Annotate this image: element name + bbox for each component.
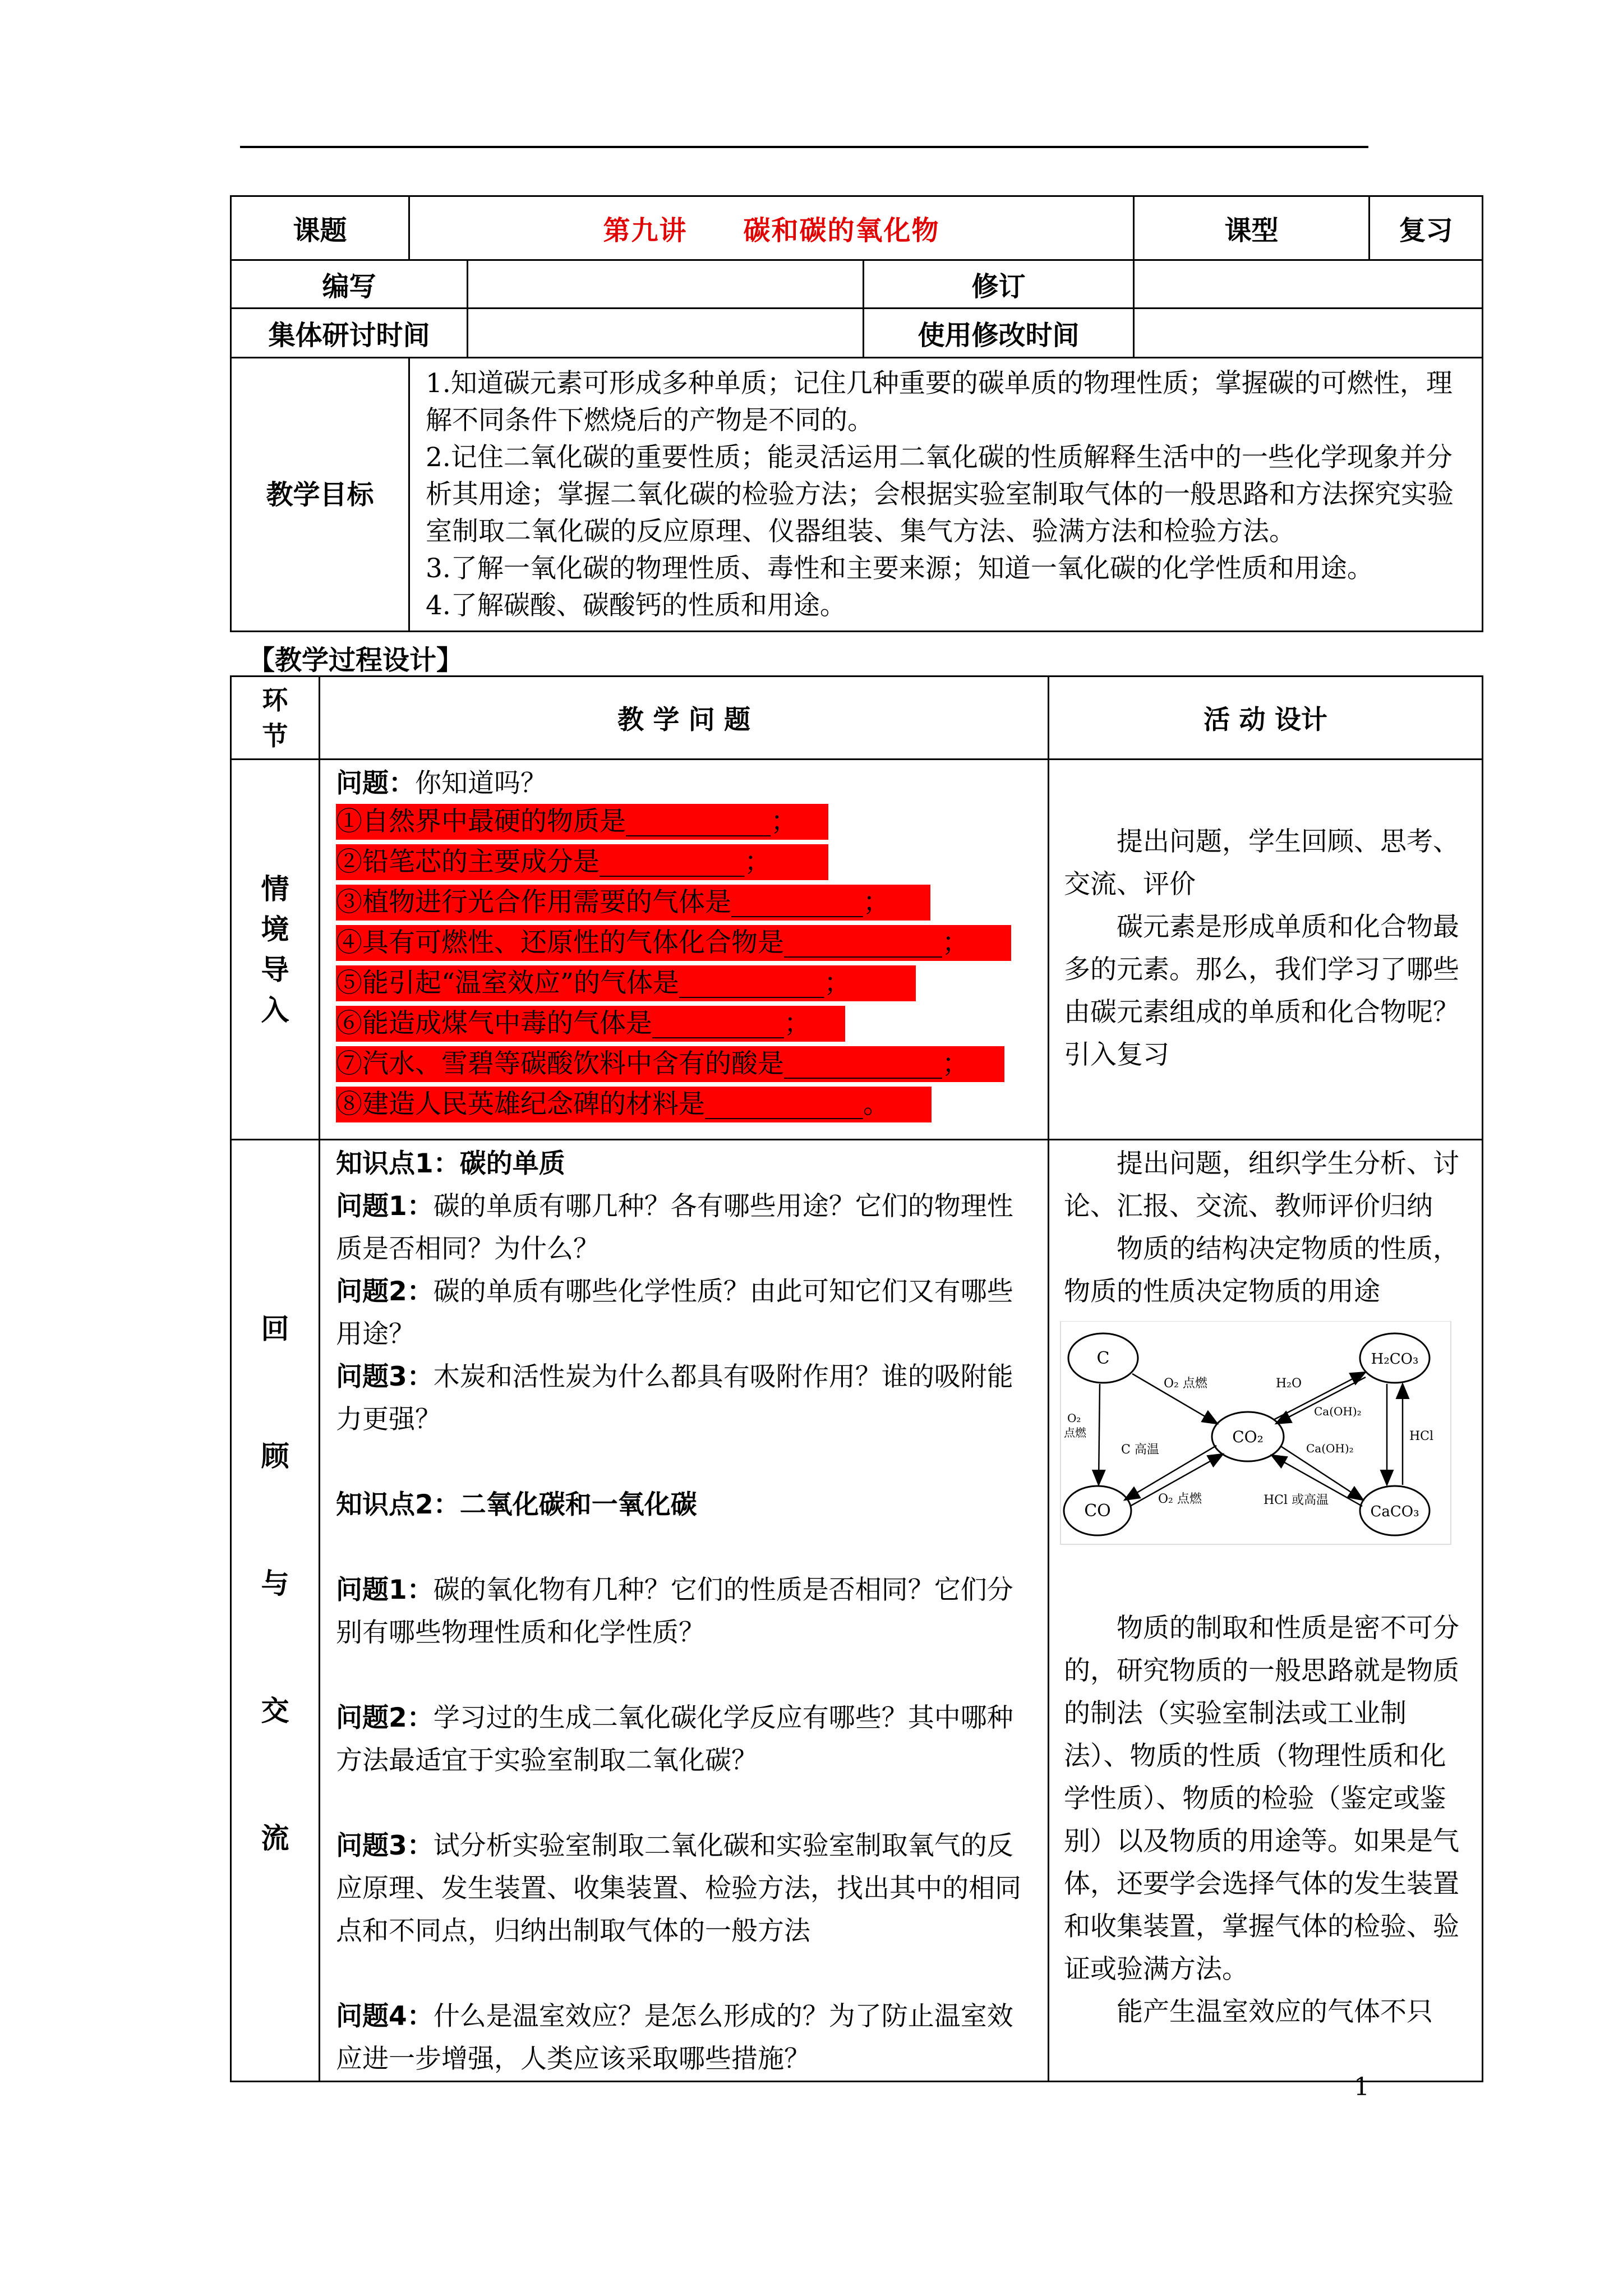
review-stage-char: 与 (261, 1567, 289, 1600)
edge-label: HCl 或高温 (1264, 1493, 1329, 1507)
review-stage-char: 交 (261, 1695, 289, 1727)
intro-item-list (336, 804, 1048, 1122)
arrow-c-co (1099, 1384, 1100, 1484)
edge-label: HCl (1409, 1429, 1434, 1443)
review-questions (320, 1140, 1049, 2082)
intro-question-label: 问题： (336, 768, 415, 799)
kp1-question: 问题2：碳的单质有哪些化学性质？由此可知它们又有哪些用途？ (336, 1276, 1013, 1350)
review-activity-para: 物质的结构决定物质的性质，物质的性质决定物质的用途 (1064, 1234, 1459, 1307)
review-activity-para: 能产生温室效应的气体不只 (1117, 1996, 1433, 2027)
kp1-title: 知识点1：碳的单质 (336, 1148, 565, 1179)
objective-item: 3.了解一氧化碳的物理性质、毒性和主要来源；知道一氧化碳的化学性质和用途。 (426, 553, 1373, 584)
edge-label: O₂ (1067, 1411, 1081, 1425)
revise-value (1134, 260, 1483, 309)
author-value (468, 260, 864, 309)
page-title: 第九讲 碳和碳的氧化物 (409, 196, 1134, 260)
intro-questions (320, 760, 1049, 1140)
intro-item: ⑦汽水、雪碧等碳酸饮料中含有的酸是____________； (336, 1046, 1004, 1082)
objective-item: 1.知道碳元素可形成多种单质；记住几种重要的碳单质的物理性质；掌握碳的可燃性，理解不同条件下燃烧后的产物是不同的。 (426, 367, 1453, 436)
intro-stage: 情境导入 (231, 760, 320, 1140)
modify-time-value (1134, 309, 1483, 358)
header-table (230, 195, 1483, 632)
intro-activity-para: 提出问题，学生回顾、思考、交流、评价 (1064, 826, 1459, 900)
edge-label: 点燃 (1064, 1426, 1086, 1439)
process-table (230, 675, 1483, 2082)
revise-label: 修订 (864, 260, 1134, 309)
node-label: H₂CO₃ (1371, 1351, 1419, 1368)
carbon-relation-diagram (1059, 1321, 1452, 1545)
objectives-label: 教学目标 (231, 358, 409, 632)
kp2-title: 知识点2：二氧化碳和一氧化碳 (336, 1489, 697, 1520)
intro-item: ⑤能引起“温室效应”的气体是___________； (336, 965, 916, 1001)
intro-activity-para: 碳元素是形成单质和化合物最多的元素。那么，我们学习了哪些由碳元素组成的单质和化合物呢？引入复习 (1064, 912, 1459, 1070)
intro-item: ③植物进行光合作用需要的气体是__________； (336, 885, 930, 921)
objective-item: 2.记住二氧化碳的重要性质；能灵活运用二氧化碳的性质解释生活中的一些化学现象并分析其用途；掌握二氧化碳的检验方法；会根据实验室制取气体的一般思路和方法探究实验室制取二氧化碳的反应原理、仪器组装、集气方法、验满方法和检验方法。 (426, 441, 1454, 547)
objectives-content (409, 358, 1483, 632)
intro-item: ⑧建造人民英雄纪念碑的材料是____________。 (336, 1087, 932, 1122)
review-stage-char: 回 (261, 1313, 289, 1345)
intro-item: ⑥能造成煤气中毒的气体是__________； (336, 1006, 845, 1042)
page-number: 1 (1354, 2073, 1370, 2101)
edge-label: Ca(OH)₂ (1314, 1405, 1362, 1418)
objective-item: 4.了解碳酸、碳酸钙的性质和用途。 (426, 590, 846, 621)
discuss-time-label: 集体研讨时间 (231, 309, 468, 358)
edge-label: O₂ 点燃 (1158, 1492, 1202, 1506)
intro-item: ④具有可燃性、还原性的气体化合物是____________； (336, 925, 1011, 961)
edge-label: O₂ 点燃 (1164, 1377, 1207, 1391)
node-label: C (1096, 1349, 1110, 1368)
review-stage (231, 1140, 320, 2082)
review-stage-char: 顾 (261, 1440, 289, 1473)
modify-time-label: 使用修改时间 (864, 309, 1134, 358)
author-label: 编写 (231, 260, 468, 309)
kp2-question: 问题4：什么是温室效应？是怎么形成的？为了防止温室效应进一步增强，人类应该采取哪些措施？ (336, 2001, 1013, 2074)
review-activity-para: 物质的制取和性质是密不可分的，研究物质的一般思路就是物质的制法（实验室制法或工业制法）、物质的性质（物理性质和化学性质）、物质的检验（鉴定或鉴别）以及物质的用途等。如果是气体，还要学会选择气体的发生装置和收集装置，掌握气体的检验、验证或验满方法。 (1064, 1613, 1459, 1985)
node-label: CO₂ (1232, 1428, 1264, 1446)
type-value: 复习 (1370, 196, 1483, 260)
intro-item: ①自然界中最硬的物质是___________； (336, 804, 828, 840)
type-label: 课型 (1134, 196, 1370, 260)
review-activity-para: 提出问题，组织学生分析、讨论、汇报、交流、教师评价归纳 (1064, 1148, 1459, 1222)
col-activity-header: 活 动 设计 (1049, 677, 1483, 760)
section-title: 【教学过程设计】 (248, 645, 464, 676)
col-question-header: 教 学 问 题 (320, 677, 1049, 760)
kp1-question: 问题3：木炭和活性炭为什么都具有吸附作用？谁的吸附能力更强？ (336, 1361, 1013, 1435)
node-label: CO (1084, 1501, 1111, 1521)
discuss-time-value (468, 309, 864, 358)
kp1-question: 问题1：碳的单质有哪几种？各有哪些用途？它们的物理性质是否相同？为什么？ (336, 1191, 1013, 1264)
col-stage-header: 环节 (231, 677, 320, 760)
topic-label: 课题 (231, 196, 409, 260)
edge-label: H₂O (1276, 1377, 1302, 1391)
node-label: CaCO₃ (1370, 1503, 1419, 1520)
kp2-question: 问题3：试分析实验室制取二氧化碳和实验室制取氧气的反应原理、发生装置、收集装置、检验方法，找出其中的相同点和不同点，归纳出制取气体的一般方法 (336, 1830, 1021, 1947)
kp2-question: 问题1：碳的氧化物有几种？它们的性质是否相同？它们分别有哪些物理性质和化学性质？ (336, 1575, 1013, 1648)
header-rule (240, 146, 1368, 148)
kp2-question: 问题2：学习过的生成二氧化碳化学反应有哪些？其中哪种方法最适宜于实验室制取二氧化碳？ (336, 1703, 1013, 1776)
edge-label: Ca(OH)₂ (1306, 1442, 1354, 1455)
edge-label: C 高温 (1121, 1443, 1159, 1457)
intro-item: ②铅笔芯的主要成分是___________； (336, 844, 828, 880)
intro-question-text: 你知道吗？ (415, 768, 547, 799)
review-activity (1049, 1140, 1483, 2082)
intro-activity (1049, 760, 1483, 1140)
review-stage-char: 流 (261, 1822, 289, 1855)
